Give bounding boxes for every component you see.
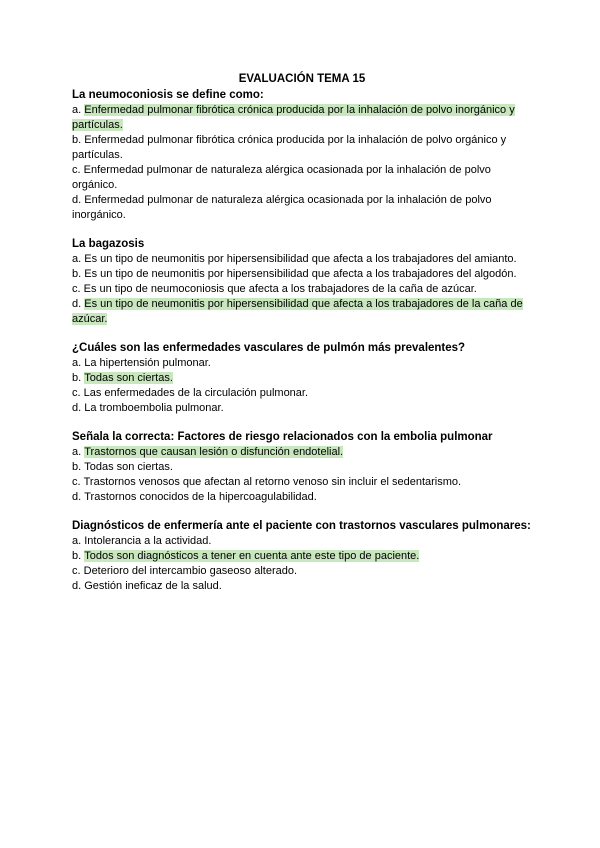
option-text-highlighted: Todos son diagnósticos a tener en cuenta ante este tipo de paciente. bbox=[84, 550, 420, 562]
answer-option bbox=[72, 193, 532, 223]
option-letter: d. bbox=[72, 580, 85, 592]
option-letter: a. bbox=[72, 253, 85, 265]
answer-option bbox=[72, 103, 532, 133]
option-letter: c. bbox=[72, 387, 84, 399]
answer-option bbox=[72, 163, 532, 193]
option-letter: b. bbox=[72, 372, 85, 384]
option-text: Las enfermedades de la circulación pulmonar. bbox=[83, 387, 309, 399]
option-text: Trastornos conocidos de la hipercoagulabilidad. bbox=[84, 491, 317, 503]
question-text: Diagnósticos de enfermería ante el paciente con trastornos vasculares pulmonares: bbox=[72, 520, 531, 532]
answer-option bbox=[72, 356, 532, 371]
option-text-highlighted: Todas son ciertas. bbox=[84, 372, 173, 384]
option-letter: a. bbox=[72, 357, 85, 369]
option-text-highlighted: Enfermedad pulmonar fibrótica crónica producida por la inhalación de polvo inorgánico y partículas. bbox=[72, 104, 515, 131]
option-text-highlighted: Trastornos que causan lesión o disfunción endotelial. bbox=[84, 446, 344, 458]
option-letter: d. bbox=[72, 194, 85, 206]
question-text: La neumoconiosis se define como: bbox=[72, 89, 264, 101]
option-letter: d. bbox=[72, 491, 85, 503]
option-letter: d. bbox=[72, 298, 85, 310]
option-text: Es un tipo de neumonitis por hipersensibilidad que afecta a los trabajadores del algodón. bbox=[84, 268, 517, 280]
option-text: Todas son ciertas. bbox=[84, 461, 173, 473]
option-letter: a. bbox=[72, 535, 85, 547]
answer-option bbox=[72, 386, 532, 401]
question-text: Señala la correcta: Factores de riesgo relacionados con la embolia pulmonar bbox=[72, 431, 493, 443]
option-text: Trastornos venosos que afectan al retorno venoso sin incluir el sedentarismo. bbox=[83, 476, 462, 488]
option-letter: a. bbox=[72, 104, 85, 116]
answer-option bbox=[72, 371, 532, 386]
option-text: Es un tipo de neumoconiosis que afecta a los trabajadores de la caña de azúcar. bbox=[83, 283, 477, 295]
answer-option bbox=[72, 297, 532, 327]
option-text: Enfermedad pulmonar de naturaleza alérgica ocasionada por la inhalación de polvo inorgánico. bbox=[72, 194, 492, 221]
answer-option bbox=[72, 445, 532, 460]
question-text: ¿Cuáles son las enfermedades vasculares de pulmón más prevalentes? bbox=[72, 342, 466, 354]
document-page bbox=[72, 72, 532, 608]
option-letter: b. bbox=[72, 550, 85, 562]
option-text: Enfermedad pulmonar de naturaleza alérgica ocasionada por la inhalación de polvo orgánico. bbox=[72, 164, 491, 191]
page-title: EVALUACIÓN TEMA 15 bbox=[238, 73, 366, 85]
option-letter: b. bbox=[72, 134, 85, 146]
option-letter: c. bbox=[72, 164, 84, 176]
question-block bbox=[72, 341, 532, 416]
option-text: Gestión ineficaz de la salud. bbox=[84, 580, 222, 592]
option-text: La tromboembolia pulmonar. bbox=[84, 402, 224, 414]
answer-option bbox=[72, 549, 532, 564]
option-text-highlighted: Es un tipo de neumonitis por hipersensibilidad que afecta a los trabajadores de la caña de azúcar. bbox=[72, 298, 523, 325]
option-letter: c. bbox=[72, 565, 84, 577]
option-text: Deterioro del intercambio gaseoso alterado. bbox=[83, 565, 298, 577]
option-letter: d. bbox=[72, 402, 85, 414]
option-text: Intolerancia a la actividad. bbox=[84, 535, 212, 547]
option-text: La hipertensión pulmonar. bbox=[84, 357, 211, 369]
question-block bbox=[72, 430, 532, 505]
answer-option bbox=[72, 267, 532, 282]
answer-option bbox=[72, 460, 532, 475]
option-letter: b. bbox=[72, 268, 85, 280]
question-text: La bagazosis bbox=[72, 238, 145, 250]
question-block bbox=[72, 237, 532, 327]
answer-option bbox=[72, 282, 532, 297]
answer-option bbox=[72, 579, 532, 594]
question-list bbox=[72, 88, 532, 594]
option-letter: c. bbox=[72, 476, 84, 488]
option-letter: a. bbox=[72, 446, 85, 458]
question-block bbox=[72, 519, 532, 594]
answer-option bbox=[72, 534, 532, 549]
answer-option bbox=[72, 564, 532, 579]
answer-option bbox=[72, 490, 532, 505]
option-text: Es un tipo de neumonitis por hipersensibilidad que afecta a los trabajadores del amianto. bbox=[84, 253, 517, 265]
answer-option bbox=[72, 133, 532, 163]
answer-option bbox=[72, 252, 532, 267]
answer-option bbox=[72, 475, 532, 490]
question-block bbox=[72, 88, 532, 223]
option-text: Enfermedad pulmonar fibrótica crónica producida por la inhalación de polvo orgánico y partículas. bbox=[72, 134, 507, 161]
option-letter: c. bbox=[72, 283, 84, 295]
option-letter: b. bbox=[72, 461, 85, 473]
answer-option bbox=[72, 401, 532, 416]
